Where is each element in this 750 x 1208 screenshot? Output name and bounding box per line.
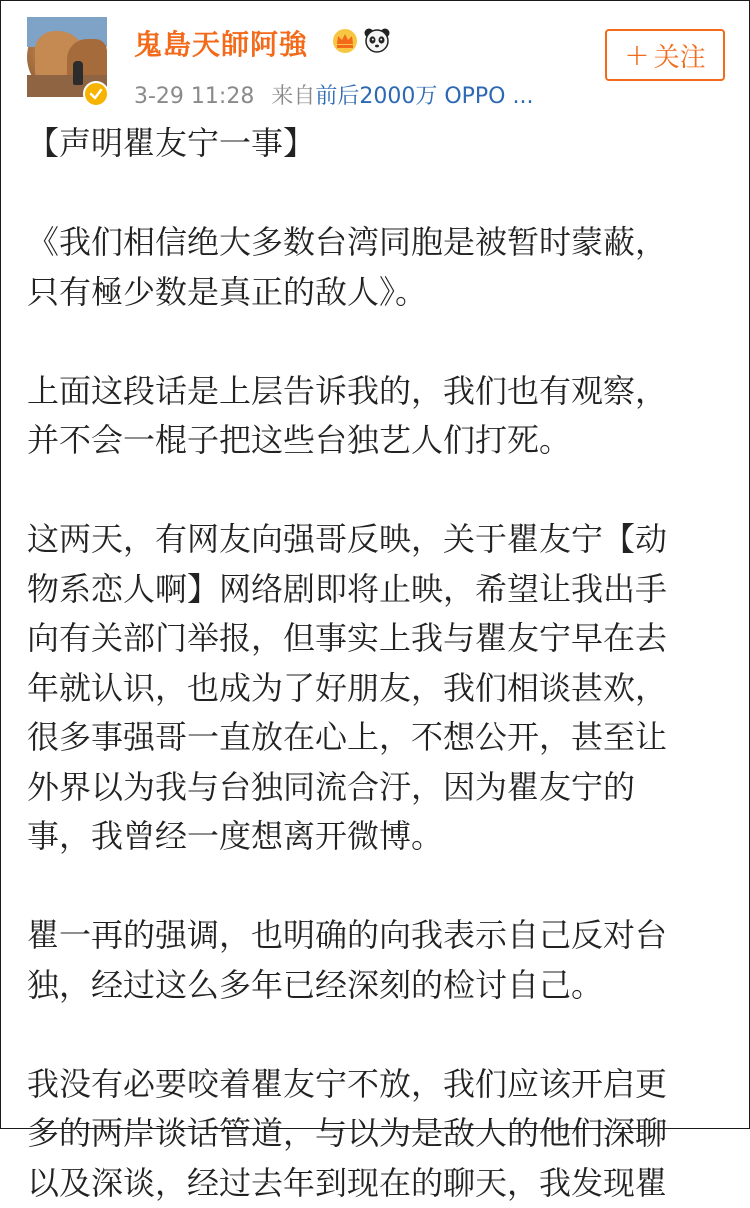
post-line: 事，我曾经一度想离开微博。 bbox=[27, 812, 727, 862]
source-prefix: 来自 bbox=[271, 84, 315, 109]
plus-icon: + bbox=[624, 38, 649, 73]
verified-badge-icon bbox=[83, 81, 109, 107]
post-time: 3-29 11:28 bbox=[134, 84, 254, 109]
paragraph-gap bbox=[27, 169, 727, 219]
paragraph-gap bbox=[27, 862, 727, 912]
post-line: 多的两岸谈话管道，与以为是敌人的他们深聊 bbox=[27, 1109, 727, 1159]
post-source-link[interactable]: 前后2000万 OPPO ... bbox=[315, 84, 533, 109]
post-line: 以及深谈，经过去年到现在的聊天，我发现瞿 bbox=[27, 1159, 727, 1208]
paragraph-gap bbox=[27, 466, 727, 516]
post-line: 物系恋人啊】网络剧即将止映，希望让我出手 bbox=[27, 565, 727, 615]
post-line: 外界以为我与台独同流合汙，因为瞿友宁的 bbox=[27, 763, 727, 813]
username[interactable]: 鬼島天師阿強 bbox=[134, 23, 308, 63]
post-line: 年就认识，也成为了好朋友，我们相谈甚欢， bbox=[27, 664, 727, 714]
post-line: 我没有必要咬着瞿友宁不放，我们应该开启更 bbox=[27, 1060, 727, 1110]
panda-icon[interactable] bbox=[363, 26, 391, 54]
post-line: 很多事强哥一直放在心上，不想公开，甚至让 bbox=[27, 713, 727, 763]
post-line: 只有極少数是真正的敌人》。 bbox=[27, 268, 727, 318]
post-line: 这两天，有网友向强哥反映，关于瞿友宁【动 bbox=[27, 515, 727, 565]
post-line: 【声明瞿友宁一事】 bbox=[27, 119, 727, 169]
user-badges bbox=[331, 26, 391, 54]
post-line: 瞿一再的强调，也明确的向我表示自己反对台 bbox=[27, 911, 727, 961]
post-header bbox=[1, 1, 749, 121]
post-line: 向有关部门举报，但事实上我与瞿友宁早在去 bbox=[27, 614, 727, 664]
post-line: 并不会一棍子把这些台独艺人们打死。 bbox=[27, 416, 727, 466]
vip-crown-icon[interactable] bbox=[331, 26, 359, 54]
follow-button[interactable] bbox=[605, 29, 725, 81]
paragraph-gap bbox=[27, 317, 727, 367]
post-meta bbox=[134, 79, 533, 110]
post-line: 上面这段话是上层告诉我的，我们也有观察， bbox=[27, 367, 727, 417]
post-line: 《我们相信绝大多数台湾同胞是被暂时蒙蔽， bbox=[27, 218, 727, 268]
post-body bbox=[27, 119, 727, 1208]
post-line: 独，经过这么多年已经深刻的检讨自己。 bbox=[27, 961, 727, 1011]
paragraph-gap bbox=[27, 1010, 727, 1060]
follow-label: 关注 bbox=[654, 37, 706, 74]
